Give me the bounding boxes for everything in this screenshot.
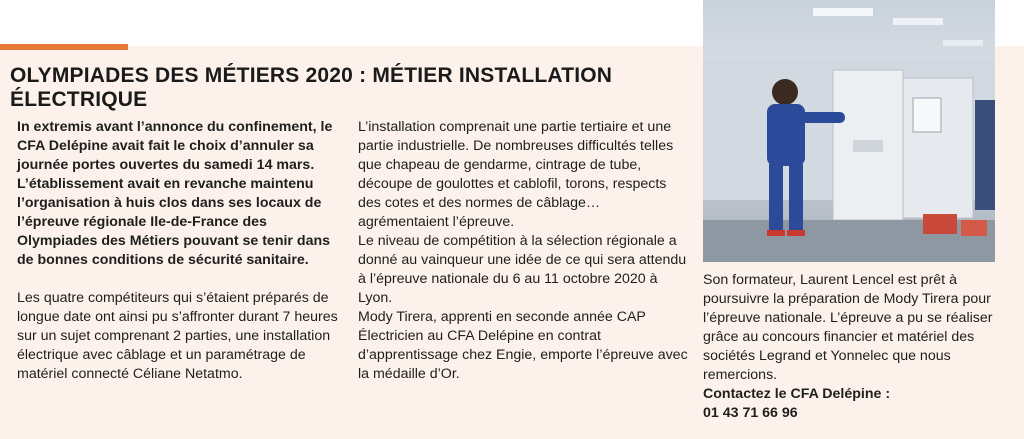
article-title: OLYMPIADES DES MÉTIERS 2020 : MÉTIER INSTALLATION ÉLECTRIQUE [10, 64, 613, 111]
paragraph-winner: Mody Tirera, apprenti en seconde année CAP Électricien au CFA Delépine en contrat d’apprentissage chez Engie, emporte l’épreuve avec la médaille d’Or. [358, 309, 688, 382]
paragraph-competitors: Les quatre compétiteurs qui s’étaient préparés de longue date ont ainsi pu s’affronter durant 7 heures sur un sujet comprenant 2 parties, une installation électrique avec câblage et un paramétrage de matériel connecté Céliane Netatmo. [17, 290, 338, 382]
contact-label: Contactez le CFA Delépine : [703, 386, 891, 402]
column-right [703, 271, 1021, 423]
workshop-photo [703, 0, 995, 262]
column-left [17, 118, 345, 384]
paragraph-competition-level: Le niveau de compétition à la sélection régionale a donné au vainqueur une idée de ce qui sera attendu à l’épreuve nationale du 6 au 11 octobre 2020 à Lyon. [358, 233, 687, 306]
column-middle [358, 118, 688, 384]
paragraph-trainer: Son formateur, Laurent Lencel est prêt à poursuivre la préparation de Mody Tirera pour l’épreuve nationale. L’épreuve a pu se réaliser grâce au concours financier et matériel des sociétés Legrand et Yonnelec que nous remercions. [703, 272, 993, 383]
accent-bar [0, 44, 128, 50]
paragraph-spacer [17, 270, 345, 289]
paragraph-installation: L’installation comprenait une partie tertiaire et une partie industrielle. De nombreuses difficultés telles que chapeau de gendarme, cintrage de tube, découpe de goulottes et cablofil, torons, respects des cotes et des normes de câblage… agrémentaient l’épreuve. [358, 119, 674, 230]
contact-phone[interactable]: 01 43 71 66 96 [703, 405, 798, 421]
workshop-photo-illustration [703, 0, 995, 262]
lead-paragraph: In extremis avant l’annonce du confinement, le CFA Delépine avait fait le choix d’annuler sa journée portes ouvertes du samedi 14 mars. L’établissement avait en revanche maintenu l’organisation à huis clos dans ses locaux de l’épreuve régionale Ile-de-France des Olympiades des Métiers pouvant se tenir dans de bonnes conditions de sécurité sanitaire. [17, 119, 333, 268]
